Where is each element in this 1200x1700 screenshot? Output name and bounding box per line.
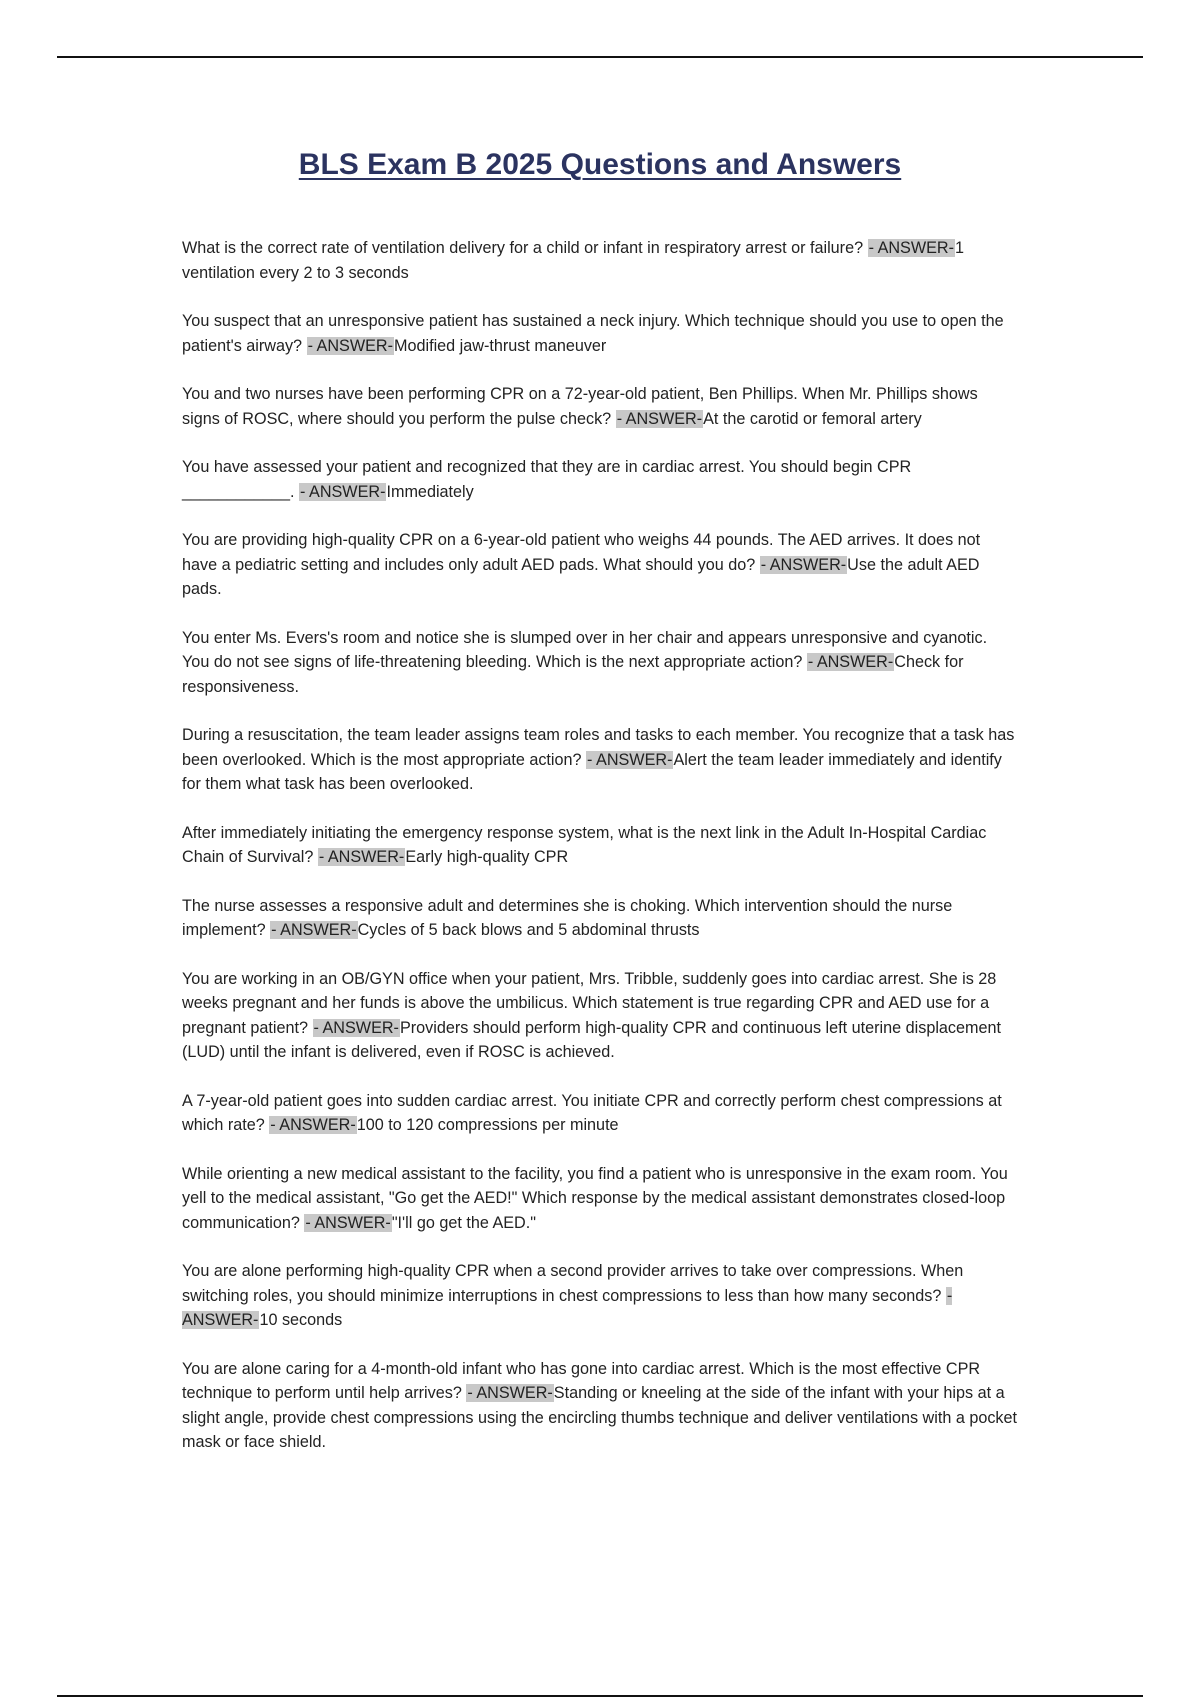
qa-item: [182, 967, 1018, 1065]
answer-marker: - ANSWER-: [587, 750, 673, 769]
qa-item: [182, 1357, 1018, 1455]
answer-text: Standing or kneeling at the side of the infant with your hips at a slight angle, provide chest compressions using the encircling thumbs technique and deliver ventilations with a pocket mask or face shield.: [182, 1384, 1018, 1451]
question-text: The nurse assesses a responsive adult and determines she is choking. Which intervention should the nurse implement?: [182, 896, 953, 939]
question-text: What is the correct rate of ventilation delivery for a child or infant in respiratory arrest or failure?: [182, 239, 868, 257]
document-title: BLS Exam B 2025 Questions and Answers: [298, 148, 902, 181]
answer-marker: - ANSWER-: [182, 1286, 953, 1329]
qa-item: [182, 723, 1018, 797]
answer-text: Use the adult AED pads.: [182, 555, 980, 598]
answer-marker: - ANSWER-: [271, 921, 357, 939]
question-text: You and two nurses have been performing CPR on a 72-year-old patient, Ben Phillips. When Mr. Phillips shows signs of ROSC, where should you perform the pulse check?: [182, 385, 978, 428]
answer-marker: - ANSWER-: [270, 1116, 356, 1134]
question-text: After immediately initiating the emergency response system, what is the next link in the Adult In-Hospital Cardiac Chain of Survival?: [182, 823, 987, 866]
question-text: You suspect that an unresponsive patient has sustained a neck injury. Which technique should you use to open the patient's airway?: [182, 312, 1004, 355]
answer-marker: - ANSWER-: [807, 653, 894, 671]
answer-marker: - ANSWER-: [313, 1018, 399, 1037]
qa-item: [182, 382, 1018, 431]
answer-text: Immediately: [386, 482, 474, 501]
answer-text: Providers should perform high-quality CPR and continuous left uterine displacement (LUD) until the infant is delivered, even if ROSC is achieved.: [182, 1018, 1002, 1061]
answer-marker: - ANSWER-: [467, 1384, 553, 1402]
qa-item: [182, 309, 1018, 358]
question-text: You are providing high-quality CPR on a 6-year-old patient who weighs 44 pounds. The AED arrives. It does not have a pediatric setting and includes only adult AED pads. What should you do?: [182, 531, 981, 574]
question-text: You have assessed your patient and recognized that they are in cardiac arrest. You should begin CPR ____________.: [182, 458, 912, 501]
answer-text: 1 ventilation every 2 to 3 seconds: [182, 239, 965, 282]
question-text: You are alone caring for a 4-month-old infant who has gone into cardiac arrest. Which is the most effective CPR technique to perform until help arrives?: [182, 1359, 981, 1402]
answer-text: "I'll go get the AED.": [391, 1213, 536, 1232]
answer-text: 100 to 120 compressions per minute: [356, 1116, 619, 1134]
qa-item: [182, 528, 1018, 602]
answer-text: 10 seconds: [259, 1311, 343, 1329]
answer-text: Cycles of 5 back blows and 5 abdominal thrusts: [357, 921, 700, 939]
footer-rule: [57, 1695, 1143, 1697]
qa-list: [182, 236, 1018, 1479]
qa-item: [182, 821, 1018, 870]
question-text: While orienting a new medical assistant to the facility, you find a patient who is unresponsive in the exam room. You yell to the medical assistant, "Go get the AED!" Which response by the medical assistant demonstrates closed-loop communication?: [182, 1164, 1008, 1232]
answer-marker: - ANSWER-: [305, 1213, 391, 1232]
answer-marker: - ANSWER-: [307, 336, 393, 355]
qa-item: [182, 1089, 1018, 1138]
answer-marker: - ANSWER-: [760, 555, 847, 574]
answer-marker: - ANSWER-: [300, 482, 386, 501]
question-text: You are working in an OB/GYN office when your patient, Mrs. Tribble, suddenly goes into cardiac arrest. She is 28 weeks pregnant and her funds is above the umbilicus. Which statement is true regarding CPR and AED use for a pregnant patient?: [182, 969, 997, 1037]
qa-item: [182, 894, 1018, 943]
question-text: You are alone performing high-quality CPR when a second provider arrives to take over compressions. When switching roles, you should minimize interruptions in chest compressions to less than how many seconds?: [182, 1262, 964, 1305]
question-text: A 7-year-old patient goes into sudden cardiac arrest. You initiate CPR and correctly perform chest compressions at which rate?: [182, 1091, 1002, 1134]
answer-text: Alert the team leader immediately and identify for them what task has been overlooked.: [182, 750, 1002, 793]
question-text: During a resuscitation, the team leader assigns team roles and tasks to each member. You recognize that a task has been overlooked. Which is the most appropriate action?: [182, 726, 1015, 769]
answer-text: Modified jaw-thrust maneuver: [394, 336, 607, 355]
question-text: You enter Ms. Evers's room and notice she is slumped over in her chair and appears unresponsive and cyanotic. You do not see signs of life-threatening bleeding. Which is the next appropriate action?: [182, 628, 988, 671]
answer-marker: - ANSWER-: [616, 409, 703, 428]
qa-item: [182, 1259, 1018, 1333]
answer-text: Early high-quality CPR: [405, 848, 569, 866]
answer-text: At the carotid or femoral artery: [703, 409, 922, 428]
qa-item: [182, 236, 1018, 285]
answer-text: Check for responsiveness.: [182, 653, 964, 696]
answer-marker: - ANSWER-: [318, 848, 405, 866]
header-rule: [57, 56, 1143, 58]
answer-marker: - ANSWER-: [868, 239, 955, 257]
qa-item: [182, 626, 1018, 700]
qa-item: [182, 1162, 1018, 1236]
qa-item: [182, 455, 1018, 504]
